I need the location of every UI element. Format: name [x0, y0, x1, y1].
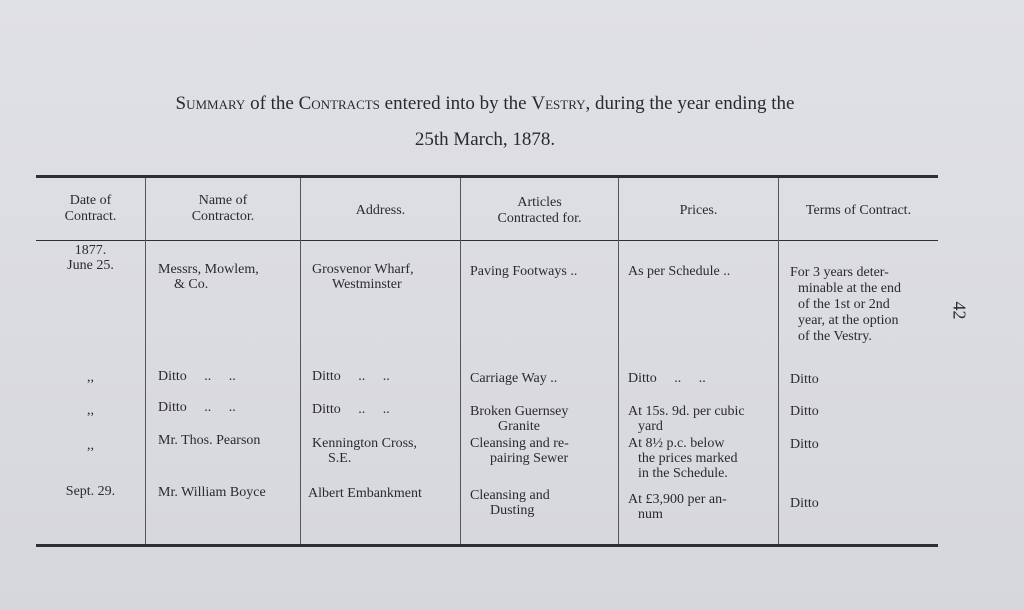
title-contracts: Contracts	[298, 93, 380, 114]
row-prices-line: in the Schedule.	[638, 466, 728, 481]
table-header-rule	[36, 240, 938, 241]
row-address-line: S.E.	[328, 451, 352, 466]
row-date: ,,	[87, 438, 94, 453]
row-prices-line: num	[638, 507, 663, 522]
column-divider	[300, 178, 301, 544]
header-name-line: Contractor.	[191, 209, 255, 224]
title-text-1: of the	[245, 93, 299, 114]
row-terms	[790, 265, 936, 345]
row-date: ,,	[87, 370, 94, 385]
row-articles	[470, 488, 550, 518]
title-summary: Summary	[175, 93, 246, 114]
row-prices	[628, 436, 738, 481]
row-prices-line: the prices marked	[638, 451, 738, 466]
row-articles: Carriage Way ..	[470, 371, 558, 386]
row-articles-line: pairing Sewer	[490, 451, 569, 466]
table-top-rule	[36, 175, 938, 178]
row-prices-line: At £3,900 per an-	[628, 492, 727, 507]
row-address: Ditto .. ..	[312, 402, 390, 417]
row-prices-line: At 8½ p.c. below	[628, 436, 725, 451]
row-terms: Ditto	[790, 372, 819, 387]
header-name-line: Name of	[198, 193, 248, 208]
column-divider	[460, 178, 461, 544]
row-date: June 25.	[67, 258, 114, 273]
row-name: Mr. Thos. Pearson	[158, 433, 261, 448]
header-date-line: Contract.	[64, 209, 117, 224]
title-line-1	[60, 86, 910, 122]
header-date-line: Date of	[69, 193, 112, 208]
row-articles-line: Dusting	[490, 503, 535, 518]
row-terms-line: of the 1st or 2nd	[798, 297, 890, 312]
header-articles-line: Contracted for.	[497, 211, 582, 226]
row-prices	[628, 492, 727, 522]
row-name: Ditto .. ..	[158, 400, 236, 415]
column-divider	[618, 178, 619, 544]
row-articles-line: Granite	[498, 419, 540, 434]
row-name	[158, 262, 259, 292]
header-terms: Terms of Contract.	[805, 203, 912, 218]
header-name	[146, 193, 300, 225]
row-date: ,,	[87, 403, 94, 418]
row-articles-line: Cleansing and re-	[470, 436, 569, 451]
column-divider	[145, 178, 146, 544]
page-title	[60, 86, 910, 158]
row-terms-line: For 3 years deter-	[790, 265, 889, 280]
row-prices: As per Schedule ..	[628, 264, 731, 279]
row-prices-line: At 15s. 9d. per cubic	[628, 404, 745, 419]
row-address-line: Westminster	[332, 277, 402, 292]
title-text-3: , during the year ending the	[585, 93, 795, 114]
row-name: Mr. William Boyce	[158, 485, 266, 500]
header-date	[36, 193, 145, 225]
header-prices: Prices.	[679, 203, 718, 218]
row-name: Ditto .. ..	[158, 369, 236, 384]
row-name-line: & Co.	[174, 277, 209, 292]
row-terms: Ditto	[790, 437, 819, 452]
row-terms-line: minable at the end	[798, 281, 902, 296]
row-articles	[470, 404, 568, 434]
page-number: 42	[949, 301, 970, 320]
row-date: Sept. 29.	[65, 484, 116, 499]
row-articles-line: Broken Guernsey	[470, 404, 569, 419]
row-prices: Ditto .. ..	[628, 371, 706, 386]
row-articles: Paving Footways ..	[470, 264, 578, 279]
row-year: 1877.	[74, 243, 107, 258]
row-address-line: Kennington Cross,	[312, 436, 417, 451]
row-name-line: Messrs, Mowlem,	[158, 262, 259, 277]
row-address: Albert Embankment	[308, 486, 422, 501]
row-terms: Ditto	[790, 404, 819, 419]
row-address	[312, 436, 417, 466]
row-prices-line: yard	[638, 419, 663, 434]
header-articles-line: Articles	[517, 195, 562, 210]
title-line-2: 25th March, 1878.	[414, 129, 556, 150]
row-articles	[470, 436, 569, 466]
row-address-line: Grosvenor Wharf,	[312, 262, 414, 277]
title-text-2: entered into by the	[379, 93, 532, 114]
column-divider	[778, 178, 779, 544]
row-prices	[628, 404, 745, 434]
table-bottom-rule	[36, 544, 938, 547]
row-terms: Ditto	[790, 496, 819, 511]
row-address: Ditto .. ..	[312, 369, 390, 384]
row-address	[312, 262, 414, 292]
title-vestry: Vestry	[531, 93, 586, 114]
header-articles	[461, 195, 618, 227]
row-terms-line: year, at the option	[798, 313, 899, 328]
row-terms-line: of the Vestry.	[798, 329, 872, 344]
header-address: Address.	[355, 203, 406, 218]
row-articles-line: Cleansing and	[470, 488, 550, 503]
